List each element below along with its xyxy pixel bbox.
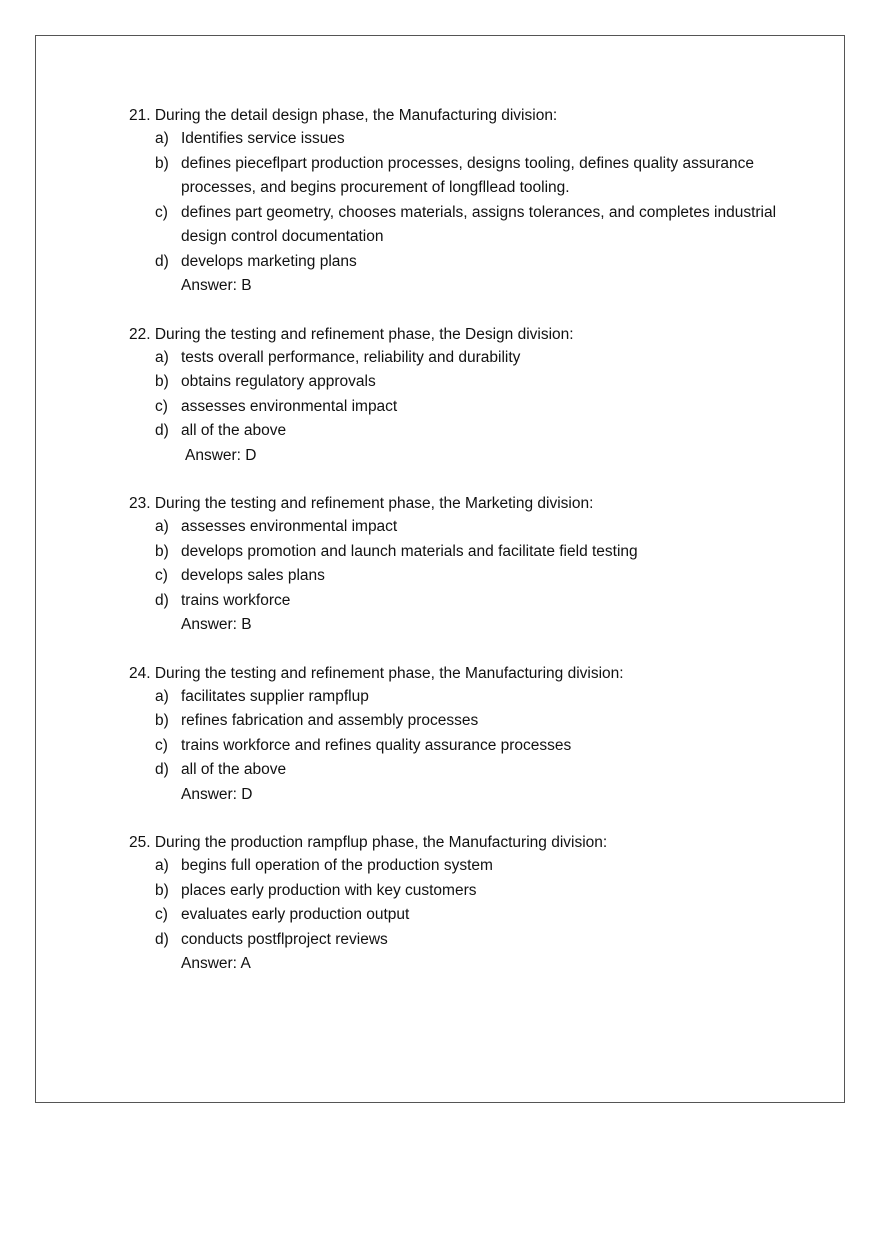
option-d [129, 250, 789, 275]
option-text: trains workforce [181, 591, 291, 609]
option-text: obtains regulatory approvals [181, 373, 376, 390]
option-c [129, 201, 789, 250]
question-25 [129, 831, 789, 977]
question-24 [129, 662, 789, 808]
option-d [129, 419, 789, 444]
option-letter: c) [155, 736, 168, 754]
option-letter: b) [155, 881, 169, 899]
answer-text: Answer: D [181, 785, 253, 803]
answer-text: Answer: D [185, 446, 257, 464]
question-stem: 21. During the detail design phase, the Manufacturing division: [129, 107, 558, 124]
option-c [129, 903, 789, 928]
question-22 [129, 323, 789, 469]
question-list [129, 104, 789, 1001]
option-text: facilitates supplier rampflup [181, 687, 369, 705]
option-letter: b) [155, 542, 169, 560]
option-text: defines pieceflpart production processes, designs tooling, defines quality assurance processes, and begins procurement of longfllead tooling. [181, 154, 754, 196]
option-text: evaluates early production output [181, 906, 410, 923]
option-text: all of the above [181, 761, 287, 778]
option-a [129, 515, 789, 540]
option-c [129, 395, 789, 420]
option-text: conducts postflproject reviews [181, 930, 388, 948]
option-text: all of the above [181, 422, 287, 439]
option-letter: b) [155, 712, 169, 729]
option-d [129, 758, 789, 783]
option-b [129, 152, 789, 201]
option-letter: a) [155, 518, 169, 535]
question-stem: 24. During the testing and refinement phase, the Manufacturing division: [129, 664, 624, 682]
answer-text: Answer: B [181, 616, 252, 633]
option-text: develops promotion and launch materials and facilitate field testing [181, 542, 638, 560]
option-a [129, 854, 789, 879]
option-letter: a) [155, 348, 169, 366]
option-letter: c) [155, 906, 168, 923]
option-b [129, 879, 789, 904]
option-letter: b) [155, 373, 169, 390]
option-letter: a) [155, 857, 169, 874]
option-a [129, 685, 789, 710]
option-text: begins full operation of the production system [181, 857, 493, 874]
option-b [129, 540, 789, 565]
option-d [129, 589, 789, 614]
option-letter: b) [155, 154, 169, 172]
option-letter: c) [155, 567, 168, 584]
option-letter: a) [155, 687, 169, 705]
option-letter: d) [155, 252, 169, 270]
option-d [129, 928, 789, 953]
option-a [129, 346, 789, 371]
option-c [129, 734, 789, 759]
question-stem: 23. During the testing and refinement phase, the Marketing division: [129, 495, 594, 512]
question-21 [129, 104, 789, 299]
option-b [129, 709, 789, 734]
option-text: defines part geometry, chooses materials, assigns tolerances, and completes industrial design control documentation [181, 203, 777, 245]
option-text: refines fabrication and assembly processes [181, 712, 479, 729]
option-b [129, 370, 789, 395]
option-text: develops marketing plans [181, 252, 357, 270]
option-a [129, 127, 789, 152]
option-letter: c) [155, 397, 168, 415]
option-text: tests overall performance, reliability and durability [181, 348, 521, 366]
question-stem: 22. During the testing and refinement phase, the Design division: [129, 325, 574, 343]
option-text: trains workforce and refines quality assurance processes [181, 736, 572, 754]
option-letter: a) [155, 130, 169, 147]
option-letter: c) [155, 203, 168, 221]
option-text: assesses environmental impact [181, 397, 398, 415]
option-letter: d) [155, 930, 169, 948]
answer-text: Answer: A [181, 955, 251, 972]
option-c [129, 564, 789, 589]
question-stem: 25. During the production rampflup phase, the Manufacturing division: [129, 834, 608, 851]
option-letter: d) [155, 422, 169, 439]
question-23 [129, 492, 789, 638]
option-text: places early production with key customers [181, 881, 477, 899]
option-letter: d) [155, 761, 169, 778]
option-text: develops sales plans [181, 567, 325, 584]
answer-text: Answer: B [181, 277, 252, 294]
option-letter: d) [155, 591, 169, 609]
option-text: Identifies service issues [181, 130, 345, 147]
option-text: assesses environmental impact [181, 518, 398, 535]
